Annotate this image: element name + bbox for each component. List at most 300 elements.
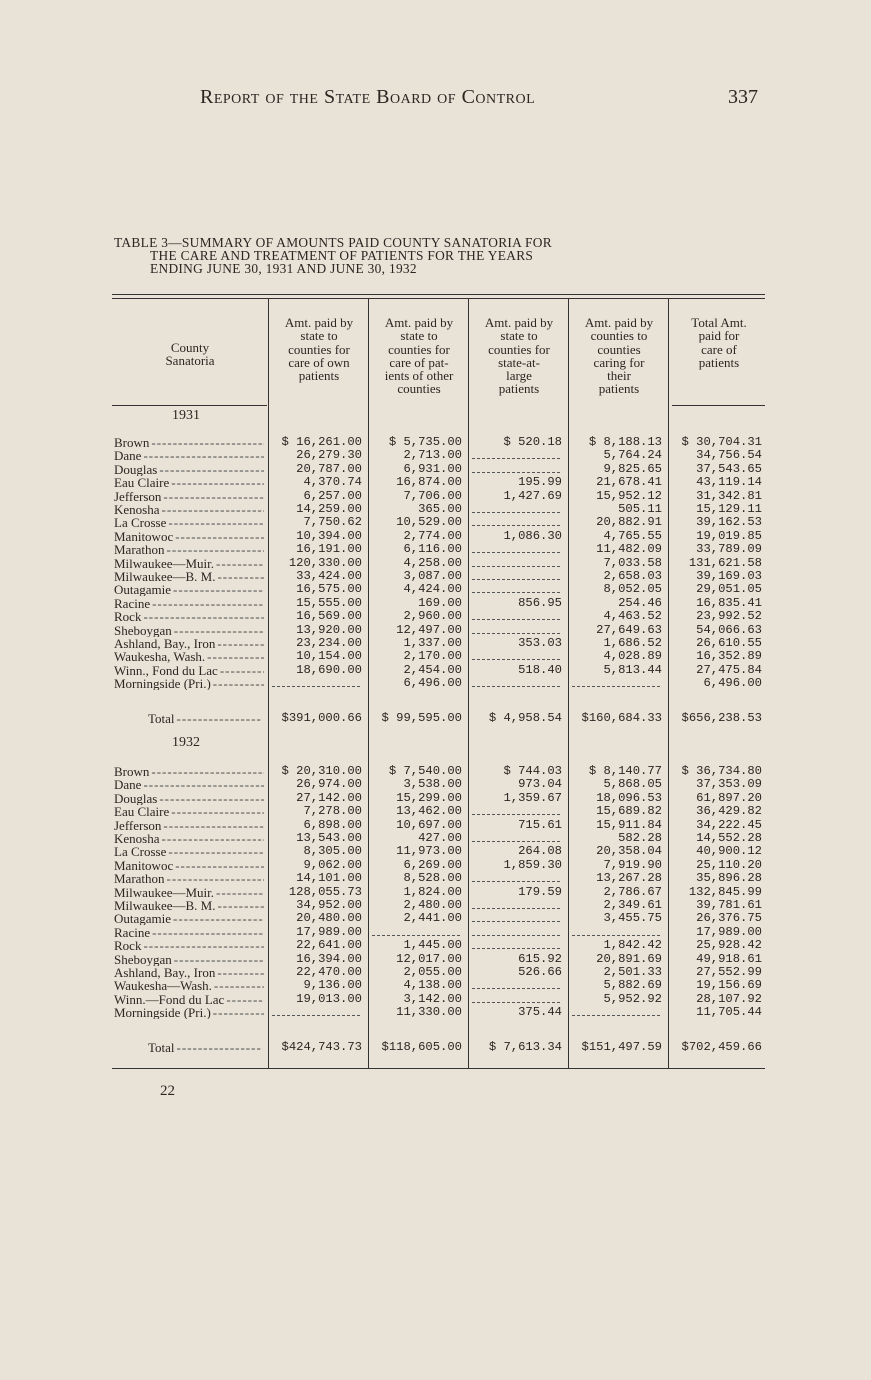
amount-cell: 34,756.54 bbox=[696, 448, 762, 463]
county-name: Sheboygan ----- bbox=[114, 624, 264, 637]
caption-line-2: THE CARE AND TREATMENT OF PATIENTS FOR THE YEARS bbox=[150, 248, 534, 263]
empty-cell-dash bbox=[472, 512, 560, 513]
amount-cell: 353.03 bbox=[518, 636, 562, 650]
table-row bbox=[0, 872, 871, 885]
table-row bbox=[0, 463, 871, 476]
amount-cell: 128,055.73 bbox=[288, 884, 362, 899]
amount-cell: 23,234.00 bbox=[296, 636, 362, 650]
amount-cell: $424,743.73 bbox=[281, 1039, 362, 1054]
amount-cell: 4,028.89 bbox=[603, 649, 662, 664]
amount-cell: 29,051.05 bbox=[696, 582, 762, 597]
amount-cell: 15,555.00 bbox=[296, 595, 362, 610]
amount-cell: 3,455.75 bbox=[603, 911, 662, 926]
amount-cell: 7,919.90 bbox=[603, 857, 662, 872]
county-name: Rock ----- bbox=[114, 610, 264, 623]
amount-cell: 26,610.55 bbox=[696, 636, 762, 650]
amount-cell: 39,162.53 bbox=[696, 515, 762, 530]
amount-cell: $ 4,958.54 bbox=[488, 710, 562, 725]
amount-cell: 54,066.63 bbox=[696, 622, 762, 637]
amount-cell: 3,142.00 bbox=[403, 991, 462, 1006]
empty-cell-dash bbox=[572, 686, 660, 687]
amount-cell: 19,156.69 bbox=[696, 978, 762, 993]
amount-cell: 4,463.52 bbox=[603, 609, 662, 624]
amount-cell: 5,882.69 bbox=[603, 978, 662, 993]
table-row bbox=[0, 979, 871, 992]
county-name: Eau Claire ----- bbox=[114, 805, 264, 818]
amount-cell: 11,973.00 bbox=[396, 844, 462, 859]
county-name: Brown ----- bbox=[114, 765, 264, 778]
amount-cell: 21,678.41 bbox=[596, 475, 662, 490]
amount-cell: 49,918.61 bbox=[696, 951, 762, 966]
amount-cell: 582.28 bbox=[618, 831, 662, 845]
running-head-title: Report of the State Board of Control bbox=[200, 86, 536, 108]
amount-cell: 120,330.00 bbox=[288, 555, 362, 570]
empty-cell-dash bbox=[272, 1015, 360, 1016]
amount-cell: 6,898.00 bbox=[303, 817, 362, 832]
header-col2: Amt. paid by state to counties for care of pat- ients of other counties bbox=[384, 315, 454, 397]
amount-cell: 10,394.00 bbox=[296, 528, 362, 543]
amount-cell: 505.11 bbox=[618, 502, 662, 516]
table-row bbox=[0, 516, 871, 529]
amount-cell: 427.00 bbox=[418, 831, 462, 845]
amount-cell: 526.66 bbox=[518, 965, 562, 979]
amount-cell: 5,868.05 bbox=[603, 777, 662, 792]
amount-cell: 40,900.12 bbox=[696, 844, 762, 859]
amount-cell: 20,358.04 bbox=[596, 844, 662, 859]
county-name: Sheboygan ----- bbox=[114, 953, 264, 966]
county-name: Outagamie ----- bbox=[114, 912, 264, 925]
table-row bbox=[0, 490, 871, 503]
amount-cell: 16,352.89 bbox=[696, 649, 762, 664]
amount-cell: 7,750.62 bbox=[303, 515, 362, 530]
year-label-1931: 1931 bbox=[172, 408, 200, 423]
empty-cell-dash bbox=[472, 659, 560, 660]
amount-cell: 264.08 bbox=[518, 844, 562, 859]
amount-cell: 518.40 bbox=[518, 662, 562, 677]
amount-cell: 13,920.00 bbox=[296, 622, 362, 637]
amount-cell: 5,813.44 bbox=[603, 662, 662, 677]
amount-cell: 8,052.05 bbox=[603, 582, 662, 597]
empty-cell-dash bbox=[472, 579, 560, 580]
amount-cell: 3,538.00 bbox=[403, 777, 462, 792]
table-row bbox=[0, 1006, 871, 1019]
amount-cell: 2,960.00 bbox=[403, 609, 462, 624]
county-name: Waukesha—Wash. ----- bbox=[114, 979, 264, 992]
amount-cell: 4,765.55 bbox=[603, 528, 662, 543]
amount-cell: 13,267.28 bbox=[596, 871, 662, 886]
table-row bbox=[0, 597, 871, 610]
county-name: Racine ----- bbox=[114, 597, 264, 610]
table-row bbox=[0, 765, 871, 778]
caption-line-3: ENDING JUNE 30, 1931 AND JUNE 30, 1932 bbox=[150, 261, 417, 276]
amount-cell: 19,013.00 bbox=[296, 991, 362, 1006]
table-row bbox=[0, 926, 871, 939]
amount-cell: 23,992.52 bbox=[696, 609, 762, 624]
amount-cell: $ 7,613.34 bbox=[488, 1039, 562, 1054]
amount-cell: 31,342.81 bbox=[696, 488, 762, 503]
table-row bbox=[0, 624, 871, 637]
amount-cell: 33,789.09 bbox=[696, 542, 762, 557]
amount-cell: 7,278.00 bbox=[303, 804, 362, 819]
table-row bbox=[0, 966, 871, 979]
table-row bbox=[0, 449, 871, 462]
amount-cell: 2,441.00 bbox=[403, 911, 462, 926]
header-col4: Amt. paid by counties to counties caring for their patients bbox=[584, 315, 654, 397]
amount-cell: 17,989.00 bbox=[296, 924, 362, 939]
amount-cell: 34,222.45 bbox=[696, 817, 762, 832]
amount-cell: 15,952.12 bbox=[596, 488, 662, 503]
header-rule-right bbox=[672, 405, 765, 406]
amount-cell: 195.99 bbox=[518, 475, 562, 490]
amount-cell: 1,359.67 bbox=[503, 790, 562, 805]
amount-cell: $151,497.59 bbox=[581, 1039, 662, 1054]
table-row bbox=[0, 476, 871, 489]
amount-cell: 15,689.82 bbox=[596, 804, 662, 819]
amount-cell: 37,353.09 bbox=[696, 777, 762, 792]
amount-cell: 16,874.00 bbox=[396, 475, 462, 490]
amount-cell: 4,138.00 bbox=[403, 978, 462, 993]
amount-cell: 7,706.00 bbox=[403, 488, 462, 503]
empty-cell-dash bbox=[472, 814, 560, 815]
table-row bbox=[0, 664, 871, 677]
table-row bbox=[0, 610, 871, 623]
county-name: Jefferson ----- bbox=[114, 490, 264, 503]
header-county: County Sanatoria bbox=[165, 340, 215, 369]
amount-cell: 8,305.00 bbox=[303, 844, 362, 859]
amount-cell: 27,649.63 bbox=[596, 622, 662, 637]
table-row bbox=[0, 543, 871, 556]
amount-cell: 61,897.20 bbox=[696, 790, 762, 805]
amount-cell: 10,529.00 bbox=[396, 515, 462, 530]
table-row bbox=[0, 792, 871, 805]
bottom-rule bbox=[112, 1068, 765, 1069]
county-name: Milwaukee—B. M. ----- bbox=[114, 570, 264, 583]
amount-cell: $656,238.53 bbox=[681, 710, 762, 725]
amount-cell: 26,279.30 bbox=[296, 448, 362, 463]
county-name: Morningside (Pri.) ----- bbox=[114, 677, 264, 690]
table-row bbox=[0, 993, 871, 1006]
amount-cell: 131,621.58 bbox=[688, 555, 762, 570]
amount-cell: 6,116.00 bbox=[403, 542, 462, 557]
amount-cell: 43,119.14 bbox=[696, 475, 762, 490]
running-head bbox=[200, 86, 535, 109]
amount-cell: $ 30,704.31 bbox=[681, 435, 762, 449]
empty-cell-dash bbox=[272, 686, 360, 687]
amount-cell: 11,705.44 bbox=[696, 1005, 762, 1020]
amount-cell: 2,501.33 bbox=[603, 965, 662, 979]
county-name: Winn.—Fond du Lac ----- bbox=[114, 993, 264, 1006]
page-number: 337 bbox=[728, 86, 758, 108]
amount-cell: 1,686.52 bbox=[603, 636, 662, 650]
county-name: La Crosse ----- bbox=[114, 845, 264, 858]
county-name: Douglas ----- bbox=[114, 792, 264, 805]
table-row bbox=[0, 859, 871, 872]
empty-cell-dash bbox=[572, 935, 660, 936]
amount-cell: 10,697.00 bbox=[396, 817, 462, 832]
amount-cell: 1,427.69 bbox=[503, 488, 562, 503]
amount-cell: 6,269.00 bbox=[403, 857, 462, 872]
empty-cell-dash bbox=[472, 1002, 560, 1003]
folio: 22 bbox=[160, 1083, 175, 1099]
county-name: Kenosha ----- bbox=[114, 832, 264, 845]
empty-cell-dash bbox=[472, 908, 560, 909]
amount-cell: 16,394.00 bbox=[296, 951, 362, 966]
amount-cell: 12,017.00 bbox=[396, 951, 462, 966]
table-row bbox=[0, 503, 871, 516]
county-name: Outagamie ----- bbox=[114, 583, 264, 596]
empty-cell-dash bbox=[472, 935, 560, 936]
header-rule-left bbox=[112, 405, 267, 406]
amount-cell: 20,787.00 bbox=[296, 461, 362, 476]
empty-cell-dash bbox=[472, 948, 560, 949]
amount-cell: 28,107.92 bbox=[696, 991, 762, 1006]
county-name: Kenosha ----- bbox=[114, 503, 264, 516]
empty-cell-dash bbox=[472, 566, 560, 567]
empty-cell-dash bbox=[472, 592, 560, 593]
amount-cell: 6,931.00 bbox=[403, 461, 462, 476]
amount-cell: 4,424.00 bbox=[403, 582, 462, 597]
amount-cell: 26,974.00 bbox=[296, 777, 362, 792]
amount-cell: 1,445.00 bbox=[403, 938, 462, 953]
table-row bbox=[0, 557, 871, 570]
empty-cell-dash bbox=[472, 525, 560, 526]
table-row bbox=[0, 939, 871, 952]
amount-cell: 11,482.09 bbox=[596, 542, 662, 557]
amount-cell: 6,496.00 bbox=[403, 676, 462, 691]
table-row bbox=[0, 583, 871, 596]
amount-cell: $ 99,595.00 bbox=[381, 710, 462, 725]
amount-cell: 25,110.20 bbox=[696, 857, 762, 872]
table-row bbox=[0, 832, 871, 845]
empty-cell-dash bbox=[472, 881, 560, 882]
empty-cell-dash bbox=[472, 686, 560, 687]
amount-cell: 3,087.00 bbox=[403, 569, 462, 583]
amount-cell: 715.61 bbox=[518, 817, 562, 832]
county-name: Ashland, Bay., Iron ----- bbox=[114, 966, 264, 979]
table-row bbox=[0, 570, 871, 583]
amount-cell: 34,952.00 bbox=[296, 898, 362, 912]
amount-cell: 35,896.28 bbox=[696, 871, 762, 886]
amount-cell: 15,129.11 bbox=[696, 502, 762, 516]
caption-line-1: TABLE 3—SUMMARY OF AMOUNTS PAID COUNTY SANATORIA FOR bbox=[114, 235, 553, 250]
amount-cell: 2,480.00 bbox=[403, 898, 462, 912]
total-row bbox=[0, 712, 871, 725]
amount-cell: 9,136.00 bbox=[303, 978, 362, 993]
amount-cell: 25,928.42 bbox=[696, 938, 762, 953]
amount-cell: 2,055.00 bbox=[403, 965, 462, 979]
amount-cell: 36,429.82 bbox=[696, 804, 762, 819]
amount-cell: 2,349.61 bbox=[603, 898, 662, 912]
amount-cell: 14,552.28 bbox=[696, 831, 762, 845]
amount-cell: 14,101.00 bbox=[296, 871, 362, 886]
county-name: Dane ----- bbox=[114, 449, 264, 462]
amount-cell: 169.00 bbox=[418, 595, 462, 610]
empty-cell-dash bbox=[372, 935, 460, 936]
amount-cell: 5,952.92 bbox=[603, 991, 662, 1006]
amount-cell: 26,376.75 bbox=[696, 911, 762, 926]
amount-cell: 254.46 bbox=[618, 595, 662, 610]
amount-cell: $ 20,310.00 bbox=[281, 764, 362, 778]
amount-cell: 15,911.84 bbox=[596, 817, 662, 832]
header-col5: Total Amt. paid for care of patients bbox=[691, 315, 747, 370]
amount-cell: 856.95 bbox=[518, 595, 562, 610]
amount-cell: 6,257.00 bbox=[303, 488, 362, 503]
amount-cell: 615.92 bbox=[518, 951, 562, 966]
county-name: Manitowoc ----- bbox=[114, 530, 264, 543]
amount-cell: 5,764.24 bbox=[603, 448, 662, 463]
amount-cell: 39,169.03 bbox=[696, 569, 762, 583]
amount-cell: 7,033.58 bbox=[603, 555, 662, 570]
amount-cell: 13,462.00 bbox=[396, 804, 462, 819]
amount-cell: 11,330.00 bbox=[396, 1005, 462, 1020]
county-name: Milwaukee—Muir. ----- bbox=[114, 886, 264, 899]
amount-cell: 132,845.99 bbox=[688, 884, 762, 899]
amount-cell: 179.59 bbox=[518, 884, 562, 899]
empty-cell-dash bbox=[472, 472, 560, 473]
amount-cell: $ 7,540.00 bbox=[388, 764, 462, 778]
amount-cell: 14,259.00 bbox=[296, 502, 362, 516]
amount-cell: 973.04 bbox=[518, 777, 562, 792]
amount-cell: 17,989.00 bbox=[696, 924, 762, 939]
amount-cell: 6,496.00 bbox=[703, 676, 762, 691]
total-label: Total ----- bbox=[148, 1041, 298, 1054]
amount-cell: 27,142.00 bbox=[296, 790, 362, 805]
table-row bbox=[0, 436, 871, 449]
amount-cell: 2,713.00 bbox=[403, 448, 462, 463]
amount-cell: 2,658.03 bbox=[603, 569, 662, 583]
table-row bbox=[0, 845, 871, 858]
table-row bbox=[0, 637, 871, 650]
amount-cell: 16,569.00 bbox=[296, 609, 362, 624]
amount-cell: 2,786.67 bbox=[603, 884, 662, 899]
amount-cell: $ 16,261.00 bbox=[281, 435, 362, 449]
table-row bbox=[0, 677, 871, 690]
county-name: Dane ----- bbox=[114, 778, 264, 791]
top-rule-1 bbox=[112, 294, 765, 295]
amount-cell: $160,684.33 bbox=[581, 710, 662, 725]
table-row bbox=[0, 805, 871, 818]
empty-cell-dash bbox=[472, 988, 560, 989]
amount-cell: 13,543.00 bbox=[296, 831, 362, 845]
county-name: Eau Claire ----- bbox=[114, 476, 264, 489]
empty-cell-dash bbox=[472, 458, 560, 459]
empty-cell-dash bbox=[472, 619, 560, 620]
county-name: Ashland, Bay., Iron ----- bbox=[114, 637, 264, 650]
amount-cell: 15,299.00 bbox=[396, 790, 462, 805]
empty-cell-dash bbox=[472, 633, 560, 634]
amount-cell: 2,170.00 bbox=[403, 649, 462, 664]
empty-cell-dash bbox=[572, 1015, 660, 1016]
county-name: Rock ----- bbox=[114, 939, 264, 952]
amount-cell: 39,781.61 bbox=[696, 898, 762, 912]
amount-cell: 4,370.74 bbox=[303, 475, 362, 490]
amount-cell: 2,454.00 bbox=[403, 662, 462, 677]
amount-cell: $391,000.66 bbox=[281, 710, 362, 725]
county-name: Brown ----- bbox=[114, 436, 264, 449]
amount-cell: 8,528.00 bbox=[403, 871, 462, 886]
amount-cell: $118,605.00 bbox=[381, 1039, 462, 1054]
table-row bbox=[0, 530, 871, 543]
amount-cell: 365.00 bbox=[418, 502, 462, 516]
amount-cell: 22,470.00 bbox=[296, 965, 362, 979]
amount-cell: $702,459.66 bbox=[681, 1039, 762, 1054]
county-name: Marathon ----- bbox=[114, 543, 264, 556]
amount-cell: 9,825.65 bbox=[603, 461, 662, 476]
amount-cell: 27,475.84 bbox=[696, 662, 762, 677]
table-row bbox=[0, 899, 871, 912]
empty-cell-dash bbox=[472, 552, 560, 553]
county-name: Racine ----- bbox=[114, 926, 264, 939]
county-name: La Crosse ----- bbox=[114, 516, 264, 529]
amount-cell: 27,552.99 bbox=[696, 965, 762, 979]
county-name: Milwaukee—B. M. ----- bbox=[114, 899, 264, 912]
amount-cell: 16,191.00 bbox=[296, 542, 362, 557]
empty-cell-dash bbox=[472, 841, 560, 842]
amount-cell: 37,543.65 bbox=[696, 461, 762, 476]
amount-cell: 1,842.42 bbox=[603, 938, 662, 953]
amount-cell: $ 8,140.77 bbox=[588, 764, 662, 778]
amount-cell: 19,019.85 bbox=[696, 528, 762, 543]
amount-cell: 18,096.53 bbox=[596, 790, 662, 805]
county-name: Morningside (Pri.) ----- bbox=[114, 1006, 264, 1019]
amount-cell: 9,062.00 bbox=[303, 857, 362, 872]
table-row bbox=[0, 886, 871, 899]
year-label-1932: 1932 bbox=[172, 735, 200, 750]
table-row bbox=[0, 778, 871, 791]
county-name: Waukesha, Wash. ----- bbox=[114, 650, 264, 663]
header-col1: Amt. paid by state to counties for care of own patients bbox=[284, 315, 354, 384]
table-caption bbox=[114, 236, 766, 275]
county-name: Douglas ----- bbox=[114, 463, 264, 476]
county-name: Manitowoc ----- bbox=[114, 859, 264, 872]
amount-cell: $ 36,734.80 bbox=[681, 764, 762, 778]
table-row bbox=[0, 819, 871, 832]
total-row bbox=[0, 1041, 871, 1054]
amount-cell: 4,258.00 bbox=[403, 555, 462, 570]
amount-cell: 18,690.00 bbox=[296, 662, 362, 677]
county-name: Marathon ----- bbox=[114, 872, 264, 885]
amount-cell: 20,882.91 bbox=[596, 515, 662, 530]
county-name: Jefferson ----- bbox=[114, 819, 264, 832]
amount-cell: 20,891.69 bbox=[596, 951, 662, 966]
amount-cell: 20,480.00 bbox=[296, 911, 362, 926]
amount-cell: $ 520.18 bbox=[503, 435, 562, 449]
amount-cell: 2,774.00 bbox=[403, 528, 462, 543]
amount-cell: 33,424.00 bbox=[296, 569, 362, 583]
amount-cell: $ 8,188.13 bbox=[588, 435, 662, 449]
amount-cell: $ 744.03 bbox=[503, 764, 562, 778]
county-name: Winn., Fond du Lac ----- bbox=[114, 664, 264, 677]
empty-cell-dash bbox=[472, 921, 560, 922]
amount-cell: 375.44 bbox=[518, 1005, 562, 1020]
amount-cell: 12,497.00 bbox=[396, 622, 462, 637]
county-name: Milwaukee—Muir. ----- bbox=[114, 557, 264, 570]
table-row bbox=[0, 953, 871, 966]
amount-cell: 16,835.41 bbox=[696, 595, 762, 610]
total-label: Total ----- bbox=[148, 712, 298, 725]
amount-cell: 22,641.00 bbox=[296, 938, 362, 953]
amount-cell: $ 5,735.00 bbox=[388, 435, 462, 449]
header-col3: Amt. paid by state to counties for state-at- large patients bbox=[484, 315, 554, 397]
amount-cell: 1,859.30 bbox=[503, 857, 562, 872]
amount-cell: 16,575.00 bbox=[296, 582, 362, 597]
table-row bbox=[0, 650, 871, 663]
table-row bbox=[0, 912, 871, 925]
amount-cell: 1,337.00 bbox=[403, 636, 462, 650]
amount-cell: 1,086.30 bbox=[503, 528, 562, 543]
amount-cell: 1,824.00 bbox=[403, 884, 462, 899]
amount-cell: 10,154.00 bbox=[296, 649, 362, 664]
